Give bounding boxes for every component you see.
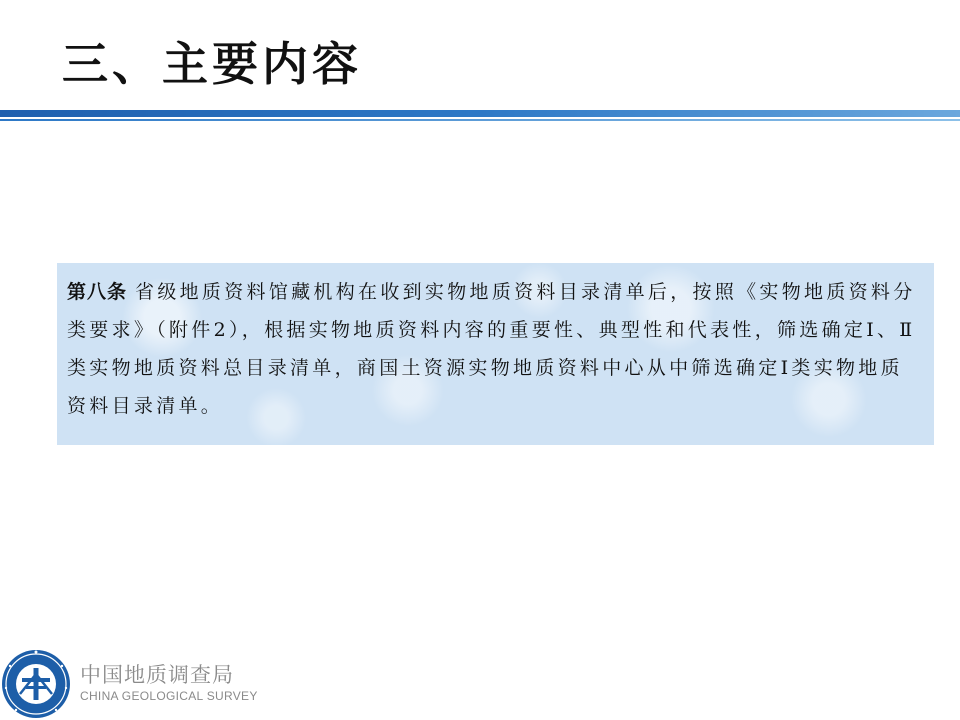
article-body: 省级地质资料馆藏机构在收到实物地质资料目录清单后，按照《实物地质资料分类要求》（附件2），根据实物地质资料内容的重要性、典型性和代表性，筛选确定Ⅰ、Ⅱ类实物地质资料总目录清单，商国土资源实物地质资料中心从中筛选确定Ⅰ类实物地质资料目录清单。 bbox=[67, 281, 916, 417]
content-paragraph bbox=[67, 273, 924, 425]
slide-title: 三、主要内容 bbox=[62, 37, 362, 91]
title-divider-thick bbox=[0, 110, 960, 117]
article-number: 第八条 bbox=[67, 281, 128, 303]
organization-name-english: CHINA GEOLOGICAL SURVEY bbox=[80, 689, 258, 703]
china-geological-survey-logo-icon bbox=[0, 648, 72, 720]
title-divider-thin bbox=[0, 119, 960, 121]
organization-name-chinese: 中国地质调查局 bbox=[80, 663, 234, 687]
content-textbox bbox=[57, 263, 934, 445]
